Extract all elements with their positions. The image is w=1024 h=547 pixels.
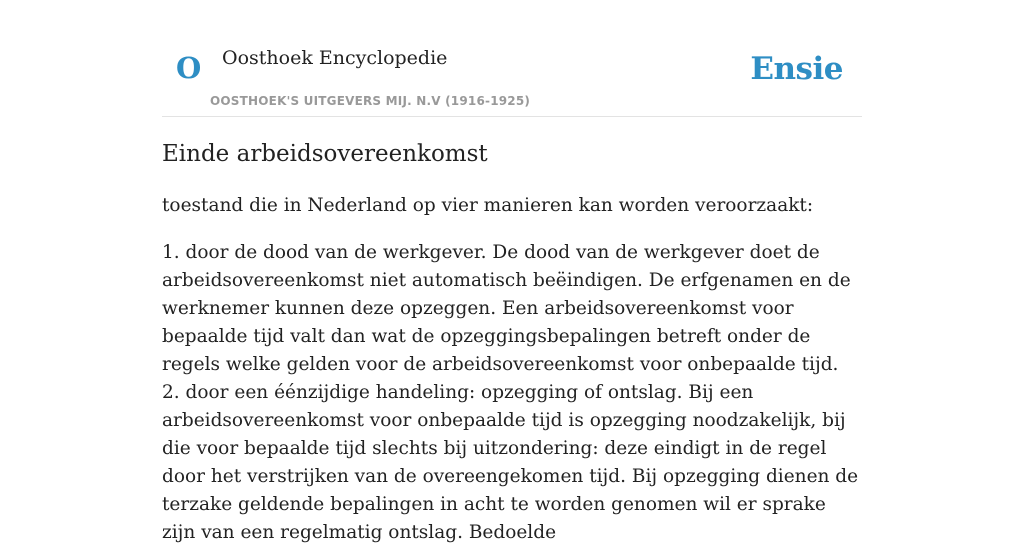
- source-title-link[interactable]: Oosthoek Encyclopedie: [222, 47, 448, 69]
- article-paragraph-2: 2. door een éénzijdige handeling: opzegging of ontslag. Bij een arbeidsovereenkomst voor onbepaalde tijd is opzegging noodzakelijk, bij die voor bepaalde tijd slechts bij uitzondering: deze eindigt in de regel door het verstrijken van de overeengekomen tijd. Bij opzegging dienen de terzake geldende bepalingen in acht te worden genomen wil er sprake zijn van een regelmatig ontslag. Bedoelde: [162, 382, 859, 543]
- source-logo[interactable]: O: [176, 51, 202, 85]
- article-title: Einde arbeidsovereenkomst: [162, 141, 488, 167]
- header: [162, 0, 862, 117]
- article-paragraph-1: 1. door de dood van de werkgever. De dood van de werkgever doet de arbeidsovereenkomst niet automatisch beëindigen. De erfgenamen en de werknemer kunnen deze opzeggen. Een arbeidsovereenkomst voor bepaalde tijd valt dan wat de opzeggingsbepalingen betreft onder de regels welke gelden voor de arbeidsovereenkomst voor onbepaalde tijd.: [162, 242, 851, 375]
- article-intro: toestand die in Nederland op vier manieren kan worden veroorzaakt:: [162, 195, 814, 216]
- article: [162, 138, 862, 547]
- ensie-logo[interactable]: Ensie: [750, 51, 843, 87]
- publisher-label: OOSTHOEK'S UITGEVERS MIJ. N.V (1916-1925): [210, 94, 531, 108]
